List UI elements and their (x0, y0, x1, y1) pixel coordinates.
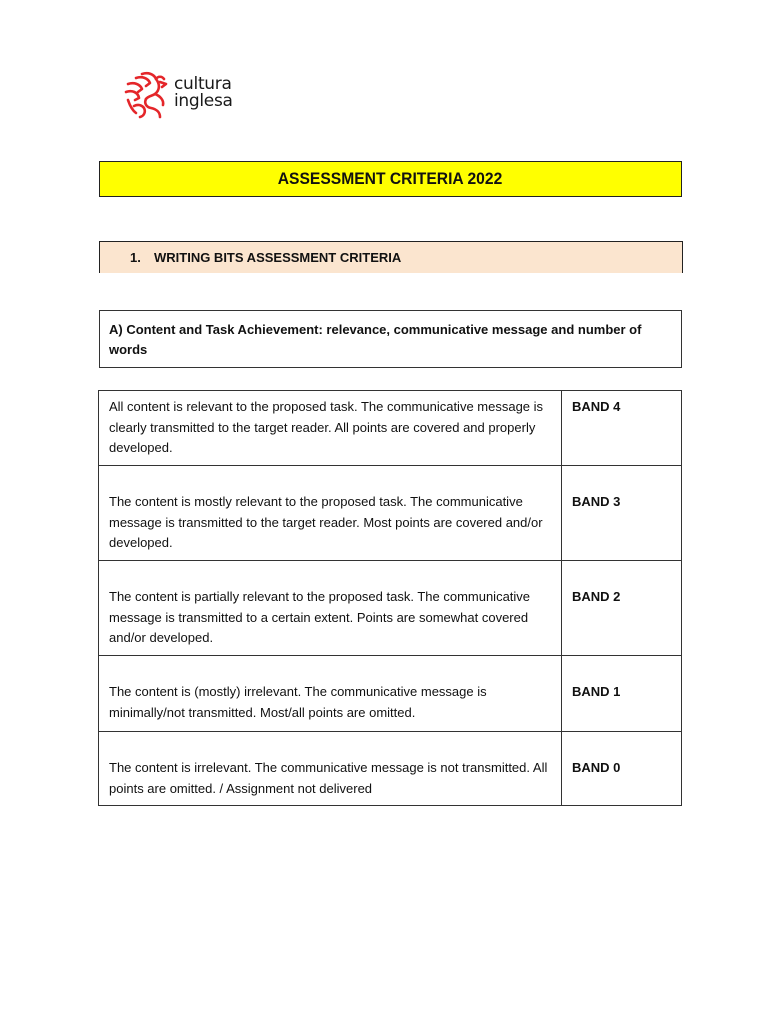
table-row (99, 466, 682, 561)
band-description: The content is partially relevant to the proposed task. The communicative message is transmitted to a certain extent. Points are somewhat covered and/or developed. (99, 561, 562, 656)
table-row (99, 561, 682, 656)
bands-table (98, 390, 682, 806)
table-row (99, 391, 682, 466)
table-row (99, 656, 682, 732)
band-label: BAND 3 (562, 466, 682, 561)
table-row (99, 732, 682, 806)
logo-line2: inglesa (174, 91, 233, 111)
band-label: BAND 1 (562, 656, 682, 732)
logo-wordmark (174, 76, 233, 110)
band-description: The content is mostly relevant to the proposed task. The communicative message is transmitted to the target reader. Most points are covered and/or developed. (99, 466, 562, 561)
band-description: All content is relevant to the proposed task. The communicative message is clearly transmitted to the target reader. All points are covered and properly developed. (99, 391, 562, 466)
band-label: BAND 4 (562, 391, 682, 466)
logo-line1: cultura (174, 74, 232, 94)
band-description: The content is (mostly) irrelevant. The communicative message is minimally/not transmitted. Most/all points are omitted. (99, 656, 562, 732)
section-number: 1. (130, 250, 141, 265)
page-title-box (99, 161, 682, 197)
band-label: BAND 0 (562, 732, 682, 806)
cultura-inglesa-logo (122, 70, 252, 122)
criterion-text: A) Content and Task Achievement: relevance, communicative message and number of words (109, 322, 642, 357)
criterion-heading (99, 310, 682, 368)
band-label: BAND 2 (562, 561, 682, 656)
section-label: WRITING BITS ASSESSMENT CRITERIA (154, 250, 402, 265)
page-title: ASSESSMENT CRITERIA 2022 (278, 169, 503, 188)
lion-icon (122, 70, 172, 120)
section-heading (99, 241, 683, 273)
band-description: The content is irrelevant. The communicative message is not transmitted. All points are omitted. / Assignment not delivered (99, 732, 562, 806)
